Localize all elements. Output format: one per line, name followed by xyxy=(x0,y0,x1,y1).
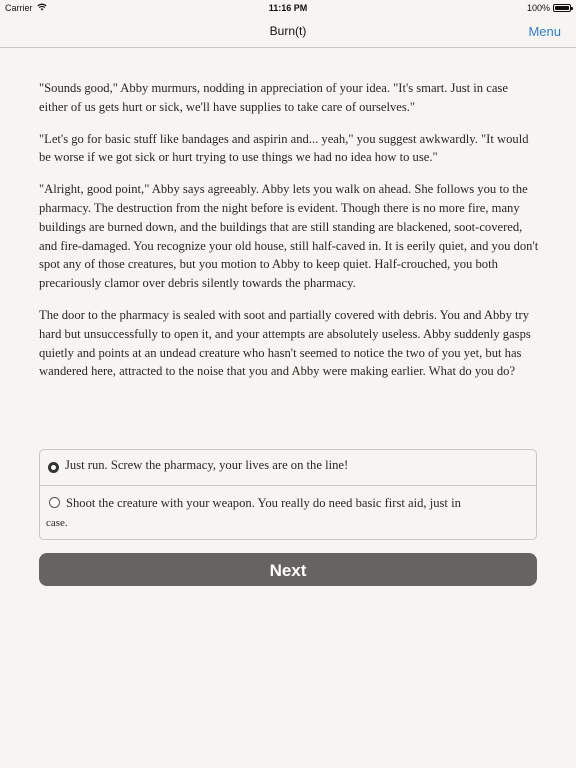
carrier-label: Carrier xyxy=(5,3,33,13)
story-paragraph: "Alright, good point," Abby says agreeably. Abby lets you walk on ahead. She follows you to the pharmacy. The destruction from the night before is evident. Though there is no more fire, many buildings are burned down, and the buildings that are still standing are blackened, soot-covered, and fire-damaged. You recognize your old house, still half-caved in. It is eerily quiet, and you don't spot any of those creatures, but you motion to Abby to keep quiet. Half-crouched, you both precariously clamor over debris silently towards the pharmacy. xyxy=(39,182,539,291)
menu-button[interactable]: Menu xyxy=(528,24,561,39)
battery-fill xyxy=(555,6,569,10)
status-bar xyxy=(0,0,576,16)
status-time: 11:16 PM xyxy=(268,3,308,13)
story-text xyxy=(39,79,539,394)
choice-label-continued: case. xyxy=(46,517,68,529)
battery-percent: 100% xyxy=(526,3,550,13)
status-right xyxy=(527,3,571,13)
choice-label: Shoot the creature with your weapon. You really do need basic first aid, just in xyxy=(66,496,461,510)
next-button[interactable]: Next xyxy=(39,553,537,586)
choice-list xyxy=(39,449,537,540)
story-paragraph: "Sounds good," Abby murmurs, nodding in appreciation of your idea. "It's smart. Just in case either of us gets hurt or sick, we'll have supplies to take care of ourselves." xyxy=(39,81,508,114)
choice-shoot[interactable] xyxy=(40,486,536,540)
radio-unselected-icon[interactable] xyxy=(49,497,60,508)
battery-icon xyxy=(553,4,571,12)
story-paragraph: "Let's go for basic stuff like bandages and aspirin and... yeah," you suggest awkwardly. "It would be worse if we got sick or hurt trying to use things we had no idea how to use." xyxy=(39,131,529,165)
choice-run[interactable] xyxy=(40,450,536,486)
page-title: Burn(t) xyxy=(269,24,307,38)
choice-label: Just run. Screw the pharmacy, your lives are on the line! xyxy=(65,458,349,472)
story-paragraph: The door to the pharmacy is sealed with soot and partially covered with debris. You and Abby try hard but unsuccessfully to open it, and your attempts are absolutely useless. Abby suddenly gasps quietly and points at an undead creature who hasn't seemed to notice the two of you yet, but has wandered here, attracted to the noise that you and Abby were making earlier. What do you do? xyxy=(39,307,531,379)
radio-selected-icon[interactable] xyxy=(48,462,59,473)
navigation-bar xyxy=(0,16,576,48)
